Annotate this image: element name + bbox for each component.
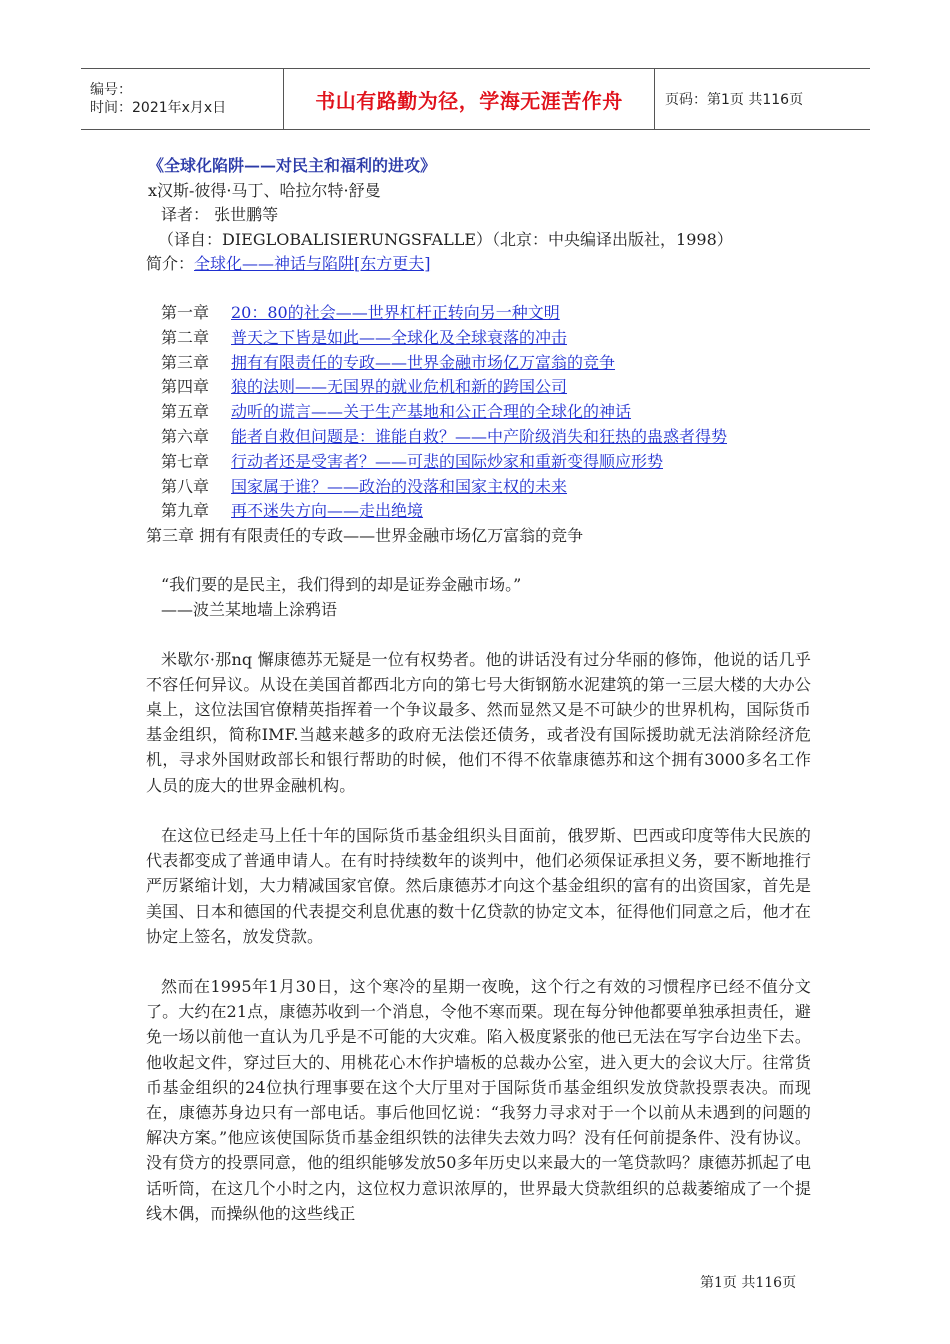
toc-chapter-label: 第七章 — [161, 451, 210, 471]
toc-link[interactable]: 行动者还是受害者？——可悲的国际炒家和重新变得顺应形势 — [231, 451, 664, 471]
toc-link[interactable]: 狼的法则——无国界的就业危机和新的跨国公司 — [231, 377, 568, 397]
toc-item — [146, 499, 811, 524]
page-header — [81, 68, 870, 130]
header-meta — [81, 69, 283, 129]
epigraph-attribution: ——波兰某地墙上涂鸦语 — [161, 599, 338, 619]
toc-item — [146, 400, 811, 425]
toc-link[interactable]: 20：80的社会——世界杠杆正转向另一种文明 — [231, 303, 560, 322]
toc-link[interactable]: 拥有有限责任的专政——世界金融市场亿万富翁的竞争 — [231, 352, 616, 372]
header-motto: 书山有路勤为径，学海无涯苦作舟 — [315, 88, 623, 113]
toc-chapter-label: 第三章 — [161, 352, 210, 372]
spacer — [146, 277, 811, 302]
book-authors: x汉斯-彼得·马丁、哈拉尔特·舒曼 — [148, 180, 381, 200]
spacer — [146, 798, 811, 823]
book-source: （译自：DIEGLOBALISIERUNGSFALLE）（北京：中央编译出版社，1998） — [158, 229, 733, 249]
toc-chapter-label: 第四章 — [161, 377, 210, 397]
epigraph-quote: “我们要的是民主，我们得到的却是证券金融市场。” — [161, 575, 522, 595]
intro-link[interactable]: 全球化——神话与陷阱[东方更夫] — [194, 254, 431, 273]
toc-link[interactable]: 再不迷失方向——走出绝境 — [231, 501, 424, 521]
body-paragraph: 米歇尔·那nq 懈康德苏无疑是一位有权势者。他的讲话没有过分华丽的修饰，他说的话几乎不容任何异议。从设在美国首都西北方向的第七号大街钢筋水泥建筑的第一三层大楼的大办公桌上，这位法国官僚精英指挥着一个争议最多、然而显然又是不可缺少的世界机构，国际货币基金组织，简称IMF.当越来越多的政府无法偿还债务，或者没有国际援助就无法消除经济危机，寻求外国财政部长和银行帮助的时候，他们不得不依靠康德苏和这个拥有3000多名工作人员的庞大的世界金融机构。 — [146, 649, 811, 795]
toc-item — [146, 425, 811, 450]
body-paragraph: 然而在1995年1月30日，这个寒冷的星期一夜晚，这个行之有效的习惯程序已经不值分文了。大约在21点，康德苏收到一个消息，令他不寒而栗。现在每分钟他都要单独承担责任，避免一场以前他一直认为几乎是不可能的大灾难。陷入极度紧张的他已无法在写字台边坐下去。他收起文件，穿过巨大的、用桃花心木作护墙板的总裁办公室，进入更大的会议大厅。往常货币基金组织的24位执行理事要在这个大厅里对于国际货币基金组织发放贷款投票表决。而现在，康德苏身边只有一部电话。事后他回忆说：“我努力寻求对于一个以前从未遇到的问题的解决方案。”他应该使国际货币基金组织铁的法律失去效力吗？没有任何前提条件、没有协议。没有贷方的投票同意，他的组织能够发放50多年历史以来最大的一笔贷款吗？康德苏抓起了电话听筒，在这几个小时之内，这位权力意识浓厚的，世界最大贷款组织的总裁萎缩成了一个提线木偶，而操纵他的这些线正 — [146, 976, 811, 1223]
page-footer: 第1页 共116页 — [700, 1275, 797, 1291]
toc-chapter-label: 第二章 — [161, 327, 210, 347]
table-of-contents — [146, 301, 811, 524]
spacer — [146, 549, 811, 574]
toc-item — [146, 475, 811, 500]
toc-item — [146, 301, 811, 326]
toc-chapter-label: 第一章 — [161, 303, 210, 322]
spacer — [146, 622, 811, 647]
toc-chapter-label: 第六章 — [161, 426, 210, 446]
intro-label: 简介： — [146, 254, 195, 273]
book-title: 《全球化陷阱——对民主和福利的进攻》 — [148, 156, 437, 175]
toc-link[interactable]: 动听的谎言——关于生产基地和公正合理的全球化的神话 — [231, 402, 632, 422]
toc-link[interactable]: 国家属于谁？——政治的没落和国家主权的未来 — [231, 476, 568, 496]
document-body — [146, 154, 811, 1226]
toc-item — [146, 375, 811, 400]
toc-chapter-label: 第五章 — [161, 402, 210, 422]
toc-item — [146, 351, 811, 376]
toc-item — [146, 450, 811, 475]
toc-link[interactable]: 能者自救但问题是：谁能自救？——中产阶级消失和狂热的蛊惑者得势 — [231, 426, 728, 446]
spacer — [146, 949, 811, 974]
toc-item — [146, 326, 811, 351]
header-motto-cell — [283, 69, 655, 129]
book-translator: 译者： 张世鹏等 — [161, 205, 279, 224]
header-page-info: 页码：第1页 共116页 — [665, 92, 804, 108]
body-paragraph: 在这位已经走马上任十年的国际货币基金组织头目面前，俄罗斯、巴西或印度等伟大民族的代表都变成了普通申请人。在有时持续数年的谈判中，他们必须保证承担义务，要不断地推行严厉紧缩计划，大力精减国家官僚。然后康德苏才向这个基金组织的富有的出资国家，首先是美国、日本和德国的代表提交利息优惠的数十亿贷款的协定文本，征得他们同意之后，他才在协定上签名，放发贷款。 — [146, 825, 811, 946]
toc-chapter-label: 第九章 — [161, 501, 210, 521]
document-time-label: 时间：2021年x月x日 — [90, 100, 227, 116]
book-intro — [146, 252, 811, 277]
toc-link[interactable]: 普天之下皆是如此——全球化及全球衰落的冲击 — [231, 327, 568, 347]
toc-chapter-label: 第八章 — [161, 476, 210, 496]
document-number-label: 编号： — [90, 82, 132, 98]
chapter-heading: 第三章 拥有有限责任的专政——世界金融市场亿万富翁的竞争 — [146, 526, 584, 546]
